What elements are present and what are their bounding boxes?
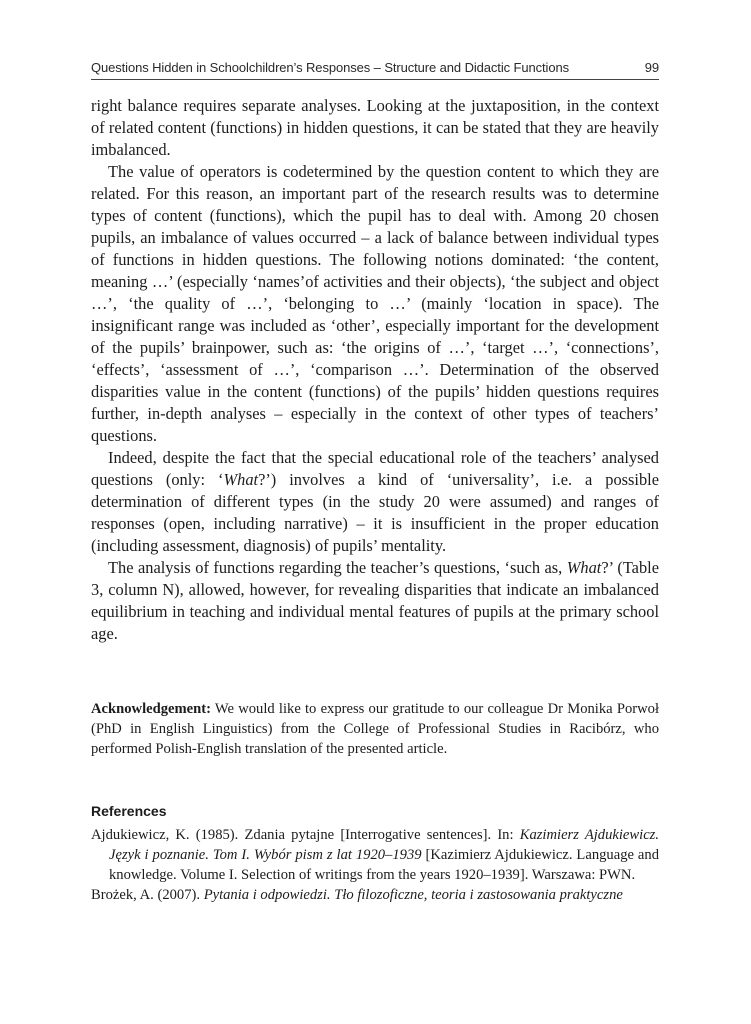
page (91, 60, 659, 905)
running-title: Questions Hidden in Schoolchildren’s Responses – Structure and Didactic Functions (91, 60, 569, 75)
paragraph-4 (91, 557, 659, 645)
paragraph-3 (91, 447, 659, 557)
running-header (91, 60, 659, 80)
paragraph-3-text-a: Indeed, despite the fact that the special educational role of the teachers’ analysed questions (only: ‘ (91, 448, 659, 489)
acknowledgement-text: We would like to express our gratitude to our colleague Dr Monika Porwoł (PhD in English Linguistics) from the College of Professional Studies in Racibórz, who performed Polish-English translation of the presented article. (91, 701, 659, 757)
reference-item (91, 885, 659, 905)
page-number: 99 (644, 60, 659, 75)
main-text (91, 95, 659, 645)
acknowledgement (91, 699, 659, 759)
paragraph-3-text-b: ?’) involves a kind of ‘universality’, i.e. a possible determination of different types (in the study 20 were assumed) and ranges of responses (open, including narrative) – it is insufficient in the proper education (including assessment, diagnosis) of pupils’ mentality. (91, 470, 659, 555)
reference-item (91, 825, 659, 885)
references-list (91, 825, 659, 905)
reference-title: Pytania i odpowiedzi. Tło filozoficzne, teoria i zastosowania praktyczne (203, 887, 623, 903)
reference-citation: Ajdukiewicz, K. (1985). Zdania pytajne [Interrogative sentences]. In: (91, 827, 520, 843)
paragraph-4-text-b: ?’ (Table 3, column N), allowed, however, for revealing disparities that indicate an imbalanced equilibrium in teaching and individual mental features of pupils at the primary school age. (91, 558, 659, 643)
paragraph-2: The value of operators is codetermined by the question content to which they are related. For this reason, an important part of the research results was to determine types of content (functions), which the pupil has to deal with. Among 20 chosen pupils, an imbalance of values occurred – a lack of balance between individual types of functions in hidden questions. The following notions dominated: ‘the content, meaning …’ (especially ‘names’of activities and their objects), ‘the subject and object …’, ‘the quality of …’, ‘belonging to …’ (mainly ‘location in space). The insignificant range was included as ‘other’, especially important for the development of the pupils’ brainpower, such as: ‘the origins of …’, ‘target …’, ‘connections’, ‘effects’, ‘assessment of …’, ‘comparison …’. Determination of the observed disparities value in the content (functions) of the pupils’ hidden questions requires further, in-depth analyses – especially in the context of other types of teachers’ questions. (91, 162, 659, 445)
reference-citation: Brożek, A. (2007). (91, 887, 204, 903)
reference-title: Kazimierz Ajdukiewicz. Język i poznanie. Tom I. Wybór pism z lat 1920–1939 (109, 827, 659, 863)
paragraph-3-emphasis: What (223, 470, 259, 489)
references-heading: References (91, 803, 167, 819)
paragraph-4-emphasis: What (566, 558, 602, 577)
reference-details: [Kazimierz Ajdukiewicz. Language and knowledge. Volume I. Selection of writings from the years 1920–1939]. Warszawa: PWN. (109, 847, 659, 883)
paragraph-1: right balance requires separate analyses. Looking at the juxtaposition, in the context of related content (functions) in hidden questions, it can be stated that they are heavily imbalanced. (91, 96, 659, 159)
acknowledgement-label: Acknowledgement: (91, 701, 211, 717)
paragraph-4-text-a: The analysis of functions regarding the teacher’s questions, ‘such as, (108, 558, 567, 577)
